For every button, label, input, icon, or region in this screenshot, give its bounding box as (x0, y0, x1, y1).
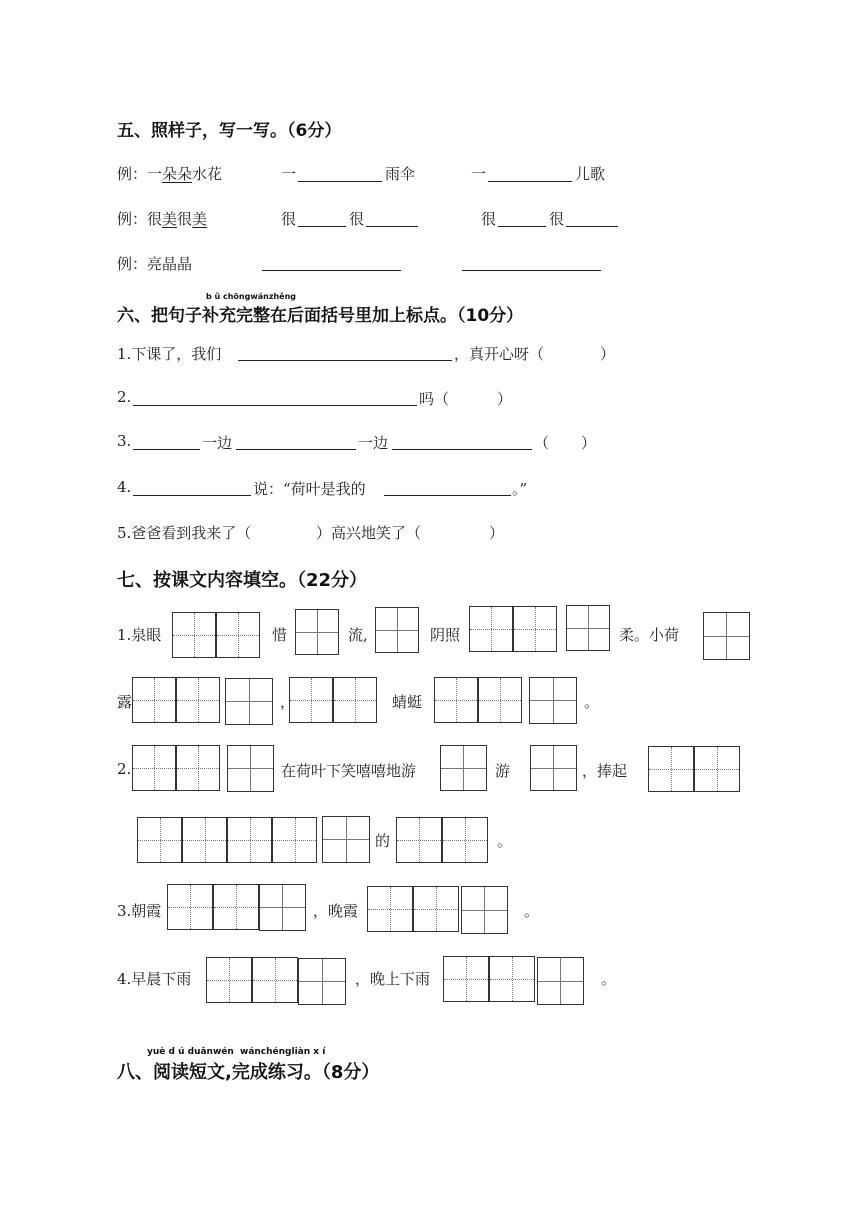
blank-hen-a2[interactable] (366, 226, 418, 227)
pinyin-buchongwanzheng: b ǔ chōngwánzhěng (206, 292, 297, 301)
blank-s1[interactable] (238, 360, 452, 361)
grid-s2-b[interactable] (227, 745, 274, 792)
l2-c: 蜻蜓 (392, 693, 423, 711)
grid-lu[interactable] (132, 677, 220, 723)
l1-b: 惜 (272, 626, 288, 644)
blank-hen-b1[interactable] (498, 226, 546, 227)
hen-a2: 很 (349, 210, 365, 228)
hen-a1: 很 (281, 210, 297, 228)
l2-b: ， (280, 693, 296, 711)
l5-a: 3.朝霞 (117, 902, 162, 920)
section5-title: 五、照样子，写一写。（6分） (117, 121, 342, 141)
grid-yinzhao[interactable] (469, 606, 557, 652)
blank-yusan[interactable] (298, 181, 382, 182)
l1-e: 柔。小荷 (619, 626, 680, 644)
grid-zaochen[interactable] (206, 957, 298, 1003)
blank-aab-2[interactable] (462, 270, 601, 271)
sentence2-end: ） (497, 390, 513, 408)
l5-b: ，晚霞 (313, 902, 359, 920)
grid-s2-e[interactable] (396, 817, 488, 863)
sentence5-b: ）高兴地笑了（ (316, 524, 422, 542)
blank-s4-a[interactable] (133, 495, 251, 496)
l4-a: 的 (375, 832, 391, 850)
grid-zaochen2[interactable] (298, 958, 346, 1005)
grid-wanshang[interactable] (443, 956, 535, 1002)
blank-hen-a1[interactable] (298, 226, 346, 227)
section8-title: 八、阅读短文,完成练习。（8分） (117, 1062, 380, 1083)
sentence4-mid: 说：“荷叶是我的 (253, 480, 366, 498)
grid-qingting2[interactable] (529, 677, 577, 724)
pinyin-yuedu: yuè d ú duǎnwén (147, 1047, 234, 1057)
section7-title: 七、按课文内容填空。（22分） (117, 570, 368, 591)
l3-a: 2. (117, 760, 132, 778)
l6-a: 4.早晨下雨 (117, 970, 192, 988)
sentence3-pre: 3. (117, 432, 132, 450)
grid-wanshang2[interactable] (537, 957, 584, 1005)
section6-title: 六、把句子补充完整在后面括号里加上标点。（10分） (117, 306, 524, 326)
sentence5-a: 5.爸爸看到我来了（ (117, 524, 252, 542)
grid-s2-d[interactable] (322, 816, 370, 863)
l3-b: 在荷叶下笑嘻嘻地游 (281, 762, 417, 780)
grid-zhaoxia[interactable] (167, 884, 259, 930)
l1-c: 流, (348, 626, 368, 644)
item-yi-2: 一 (471, 165, 487, 183)
grid-qingting[interactable] (434, 677, 522, 723)
grid-wanxia2[interactable] (461, 886, 508, 934)
sentence3-post: （ (534, 434, 550, 452)
grid-xiaohe[interactable] (703, 612, 750, 660)
sentence4-pre: 4. (117, 478, 132, 496)
example3: 例：亮晶晶 (117, 255, 193, 273)
sentence2-post: 吗（ (419, 390, 450, 408)
blank-s3-a[interactable] (133, 449, 200, 450)
l2-a: 露 (117, 693, 133, 711)
example1: 例：一朵朵水花 (117, 165, 223, 183)
l1-a: 1.泉眼 (117, 626, 162, 644)
l3-d: ，捧起 (582, 762, 628, 780)
grid-lu2[interactable] (225, 678, 273, 725)
label-yusan: 雨伞 (385, 165, 416, 183)
sentence3-end: ） (581, 434, 597, 452)
l6-b: ，晚上下雨 (355, 970, 431, 988)
sentence1-post: ，真开心呀（ (454, 345, 545, 363)
grid-lu3[interactable] (289, 677, 377, 723)
blank-s3-c[interactable] (392, 449, 532, 450)
blank-aab-1[interactable] (262, 270, 401, 271)
l4-b: 。 (497, 832, 513, 850)
sentence5-end: ） (489, 524, 505, 542)
grid-zhaoxia2[interactable] (259, 884, 306, 931)
sentence3-yibian1: 一边 (202, 434, 233, 452)
blank-hen-b2[interactable] (566, 226, 618, 227)
hen-b1: 很 (481, 210, 497, 228)
l6-c: 。 (601, 970, 617, 988)
label-erge: 儿歌 (575, 165, 606, 183)
grid-s2-c[interactable] (137, 817, 317, 863)
grid-wanxia[interactable] (367, 886, 459, 932)
l2-d: 。 (584, 693, 600, 711)
blank-s3-b[interactable] (236, 449, 356, 450)
grid-rou[interactable] (566, 605, 610, 651)
example2: 例：很美很美 (117, 210, 208, 228)
l5-c: 。 (524, 902, 540, 920)
blank-erge[interactable] (488, 181, 572, 182)
sentence1-pre: 1.下课了，我们 (117, 345, 222, 363)
l1-d: 阴照 (430, 626, 461, 644)
sentence3-yibian2: 一边 (358, 434, 389, 452)
item-yi-1: 一 (281, 165, 297, 183)
l3-c: 游 (495, 762, 511, 780)
grid-liu[interactable] (375, 607, 419, 653)
grid-quanyan[interactable] (172, 612, 260, 658)
grid-pengqi[interactable] (648, 746, 740, 792)
sentence2-pre: 2. (117, 388, 132, 406)
grid-xi[interactable] (295, 609, 339, 655)
grid-you1[interactable] (440, 745, 487, 791)
sentence1-end: ） (600, 345, 616, 363)
blank-s4-b[interactable] (384, 495, 511, 496)
pinyin-wancheng: wánchéngliàn x í (240, 1047, 326, 1057)
sentence4-end: 。” (512, 480, 528, 498)
hen-b2: 很 (549, 210, 565, 228)
blank-s2[interactable] (133, 405, 417, 406)
grid-s2-a[interactable] (132, 745, 220, 791)
grid-you2[interactable] (530, 745, 577, 791)
